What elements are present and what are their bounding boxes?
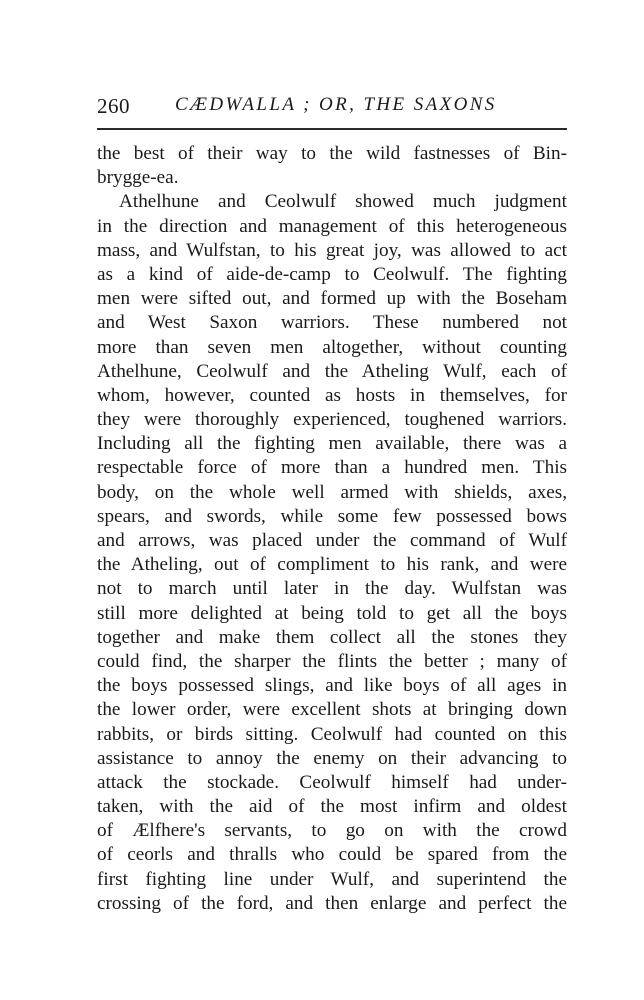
- page-number: 260: [97, 94, 130, 118]
- text-line: respectable force of more than a hundred men. This: [97, 457, 567, 479]
- text-line: not to march until later in the day. Wulfstan was: [97, 578, 567, 600]
- text-line: still more delighted at being told to get all the boys: [97, 602, 567, 624]
- text-line: brygge-ea.: [97, 167, 179, 189]
- text-line: they were thoroughly experienced, toughened warriors.: [97, 409, 567, 431]
- text-line: men were sifted out, and formed up with the Boseham: [97, 288, 567, 310]
- text-line: attack the stockade. Ceolwulf himself had under-: [97, 771, 567, 793]
- text-line: in the direction and management of this heterogeneous: [97, 215, 567, 237]
- text-line: together and make them collect all the stones they: [97, 626, 567, 648]
- text-line: rabbits, or birds sitting. Ceolwulf had counted on this: [97, 723, 567, 745]
- header-rule: [97, 128, 567, 130]
- text-line: as a kind of aide-de-camp to Ceolwulf. The fighting: [97, 263, 567, 285]
- text-line: whom, however, counted as hosts in themselves, for: [97, 384, 567, 406]
- text-line: the lower order, were excellent shots at bringing down: [97, 699, 567, 721]
- text-line: the Atheling, out of compliment to his rank, and were: [97, 554, 567, 576]
- text-line: spears, and swords, while some few possessed bows: [97, 505, 567, 527]
- text-line: mass, and Wulfstan, to his great joy, was allowed to act: [97, 239, 567, 261]
- text-line: more than seven men altogether, without counting: [97, 336, 567, 358]
- text-line: Athelhune and Ceolwulf showed much judgment: [119, 191, 567, 213]
- text-line: taken, with the aid of the most infirm and oldest: [97, 796, 567, 818]
- text-line: assistance to annoy the enemy on their advancing to: [97, 747, 567, 769]
- text-line: of Ælfhere's servants, to go on with the crowd: [97, 820, 567, 842]
- running-head: [97, 94, 567, 124]
- running-title: CÆDWALLA ; OR, THE SAXONS: [175, 94, 497, 115]
- text-line: body, on the whole well armed with shields, axes,: [97, 481, 567, 503]
- text-line: crossing of the ford, and then enlarge and perfect the: [97, 892, 567, 914]
- text-line: the best of their way to the wild fastnesses of Bin-: [97, 143, 567, 164]
- body-text: [97, 142, 567, 916]
- text-line: Athelhune, Ceolwulf and the Atheling Wulf, each of: [97, 360, 567, 382]
- text-line: the boys possessed slings, and like boys of all ages in: [97, 675, 567, 697]
- text-line: of ceorls and thralls who could be spared from the: [97, 844, 567, 866]
- text-line: Including all the fighting men available, there was a: [97, 433, 567, 455]
- text-line: and West Saxon warriors. These numbered not: [97, 312, 567, 334]
- text-line: first fighting line under Wulf, and superintend the: [97, 868, 567, 890]
- text-line: could find, the sharper the flints the better ; many of: [97, 650, 567, 672]
- text-line: and arrows, was placed under the command of Wulf: [97, 530, 567, 551]
